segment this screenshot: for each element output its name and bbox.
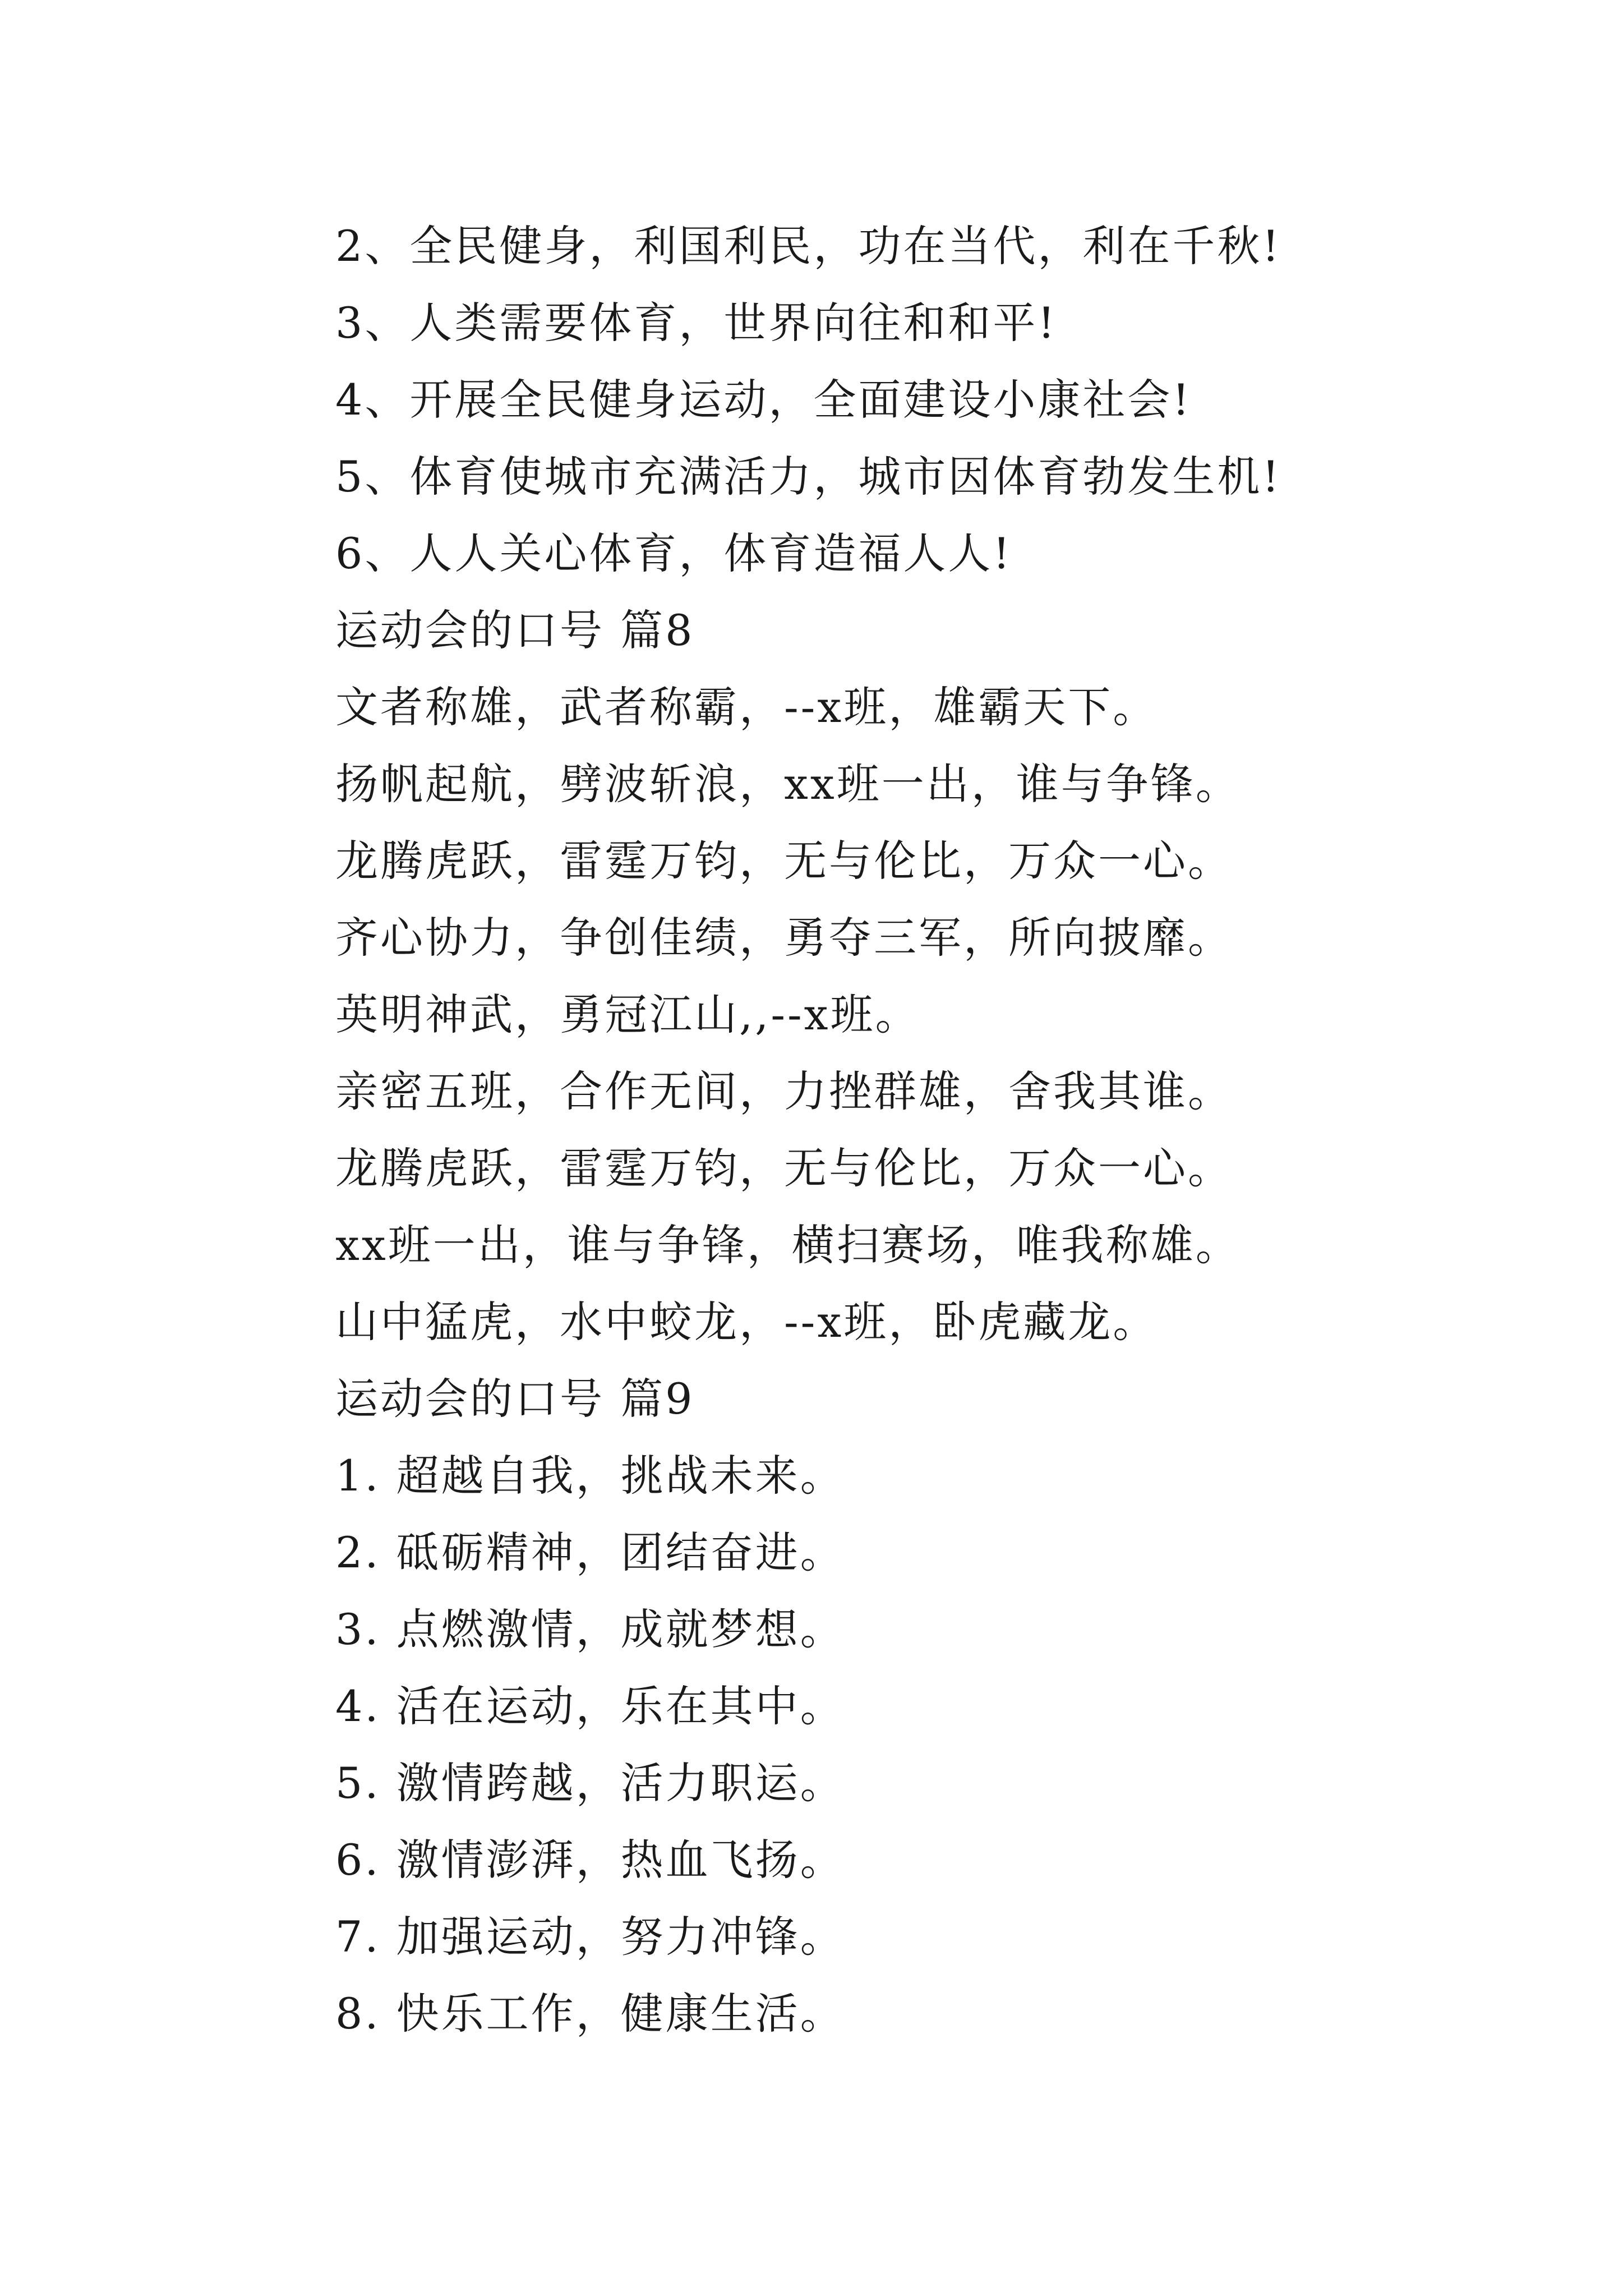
text-line: 1. 超越自我，挑战未来。 (335, 1451, 845, 1501)
text-line: 龙腾虎跃，雷霆万钧，无与伦比，万众一心。 (335, 836, 1233, 886)
section-heading: 运动会的口号 篇9 (335, 1374, 695, 1424)
document-body (335, 208, 1457, 2052)
text-line: 文者称雄，武者称霸，--x班，雄霸天下。 (335, 682, 1158, 732)
text-line: 亲密五班，合作无间，力挫群雄，舍我其谁。 (335, 1066, 1233, 1116)
section-heading: 运动会的口号 篇8 (335, 605, 695, 655)
text-line: 2、全民健身，利国利民，功在当代，利在千秋! (335, 221, 1281, 271)
text-line: 山中猛虎，水中蛟龙，--x班，卧虎藏龙。 (335, 1297, 1158, 1347)
text-line: 6. 激情澎湃，热血飞扬。 (335, 1835, 845, 1885)
text-line: 5. 激情跨越，活力职运。 (335, 1758, 845, 1808)
text-line: 龙腾虎跃，雷霆万钧，无与伦比，万众一心。 (335, 1143, 1233, 1193)
text-line: xx班一出，谁与争锋，横扫赛场，唯我称雄。 (335, 1220, 1241, 1270)
text-line: 5、体育使城市充满活力，城市因体育勃发生机! (335, 452, 1281, 501)
text-line: 3、人类需要体育，世界向往和和平! (335, 298, 1057, 348)
text-line: 齐心协力，争创佳绩，勇夺三军，所向披靡。 (335, 913, 1233, 963)
text-line: 8. 快乐工作，健康生活。 (335, 1989, 845, 2039)
text-line: 扬帆起航，劈波斩浪，xx班一出，谁与争锋。 (335, 759, 1241, 809)
text-line: 英明神武，勇冠江山,,--x班。 (335, 990, 920, 1039)
text-line: 6、人人关心体育，体育造福人人! (335, 528, 1012, 578)
text-line: 2. 砥砺精神，团结奋进。 (335, 1527, 845, 1577)
text-line: 7. 加强运动，努力冲锋。 (335, 1912, 845, 1962)
text-line: 4、开展全民健身运动，全面建设小康社会! (335, 375, 1192, 425)
text-line: 3. 点燃激情，成就梦想。 (335, 1604, 845, 1654)
text-line: 4. 活在运动，乐在其中。 (335, 1681, 845, 1731)
